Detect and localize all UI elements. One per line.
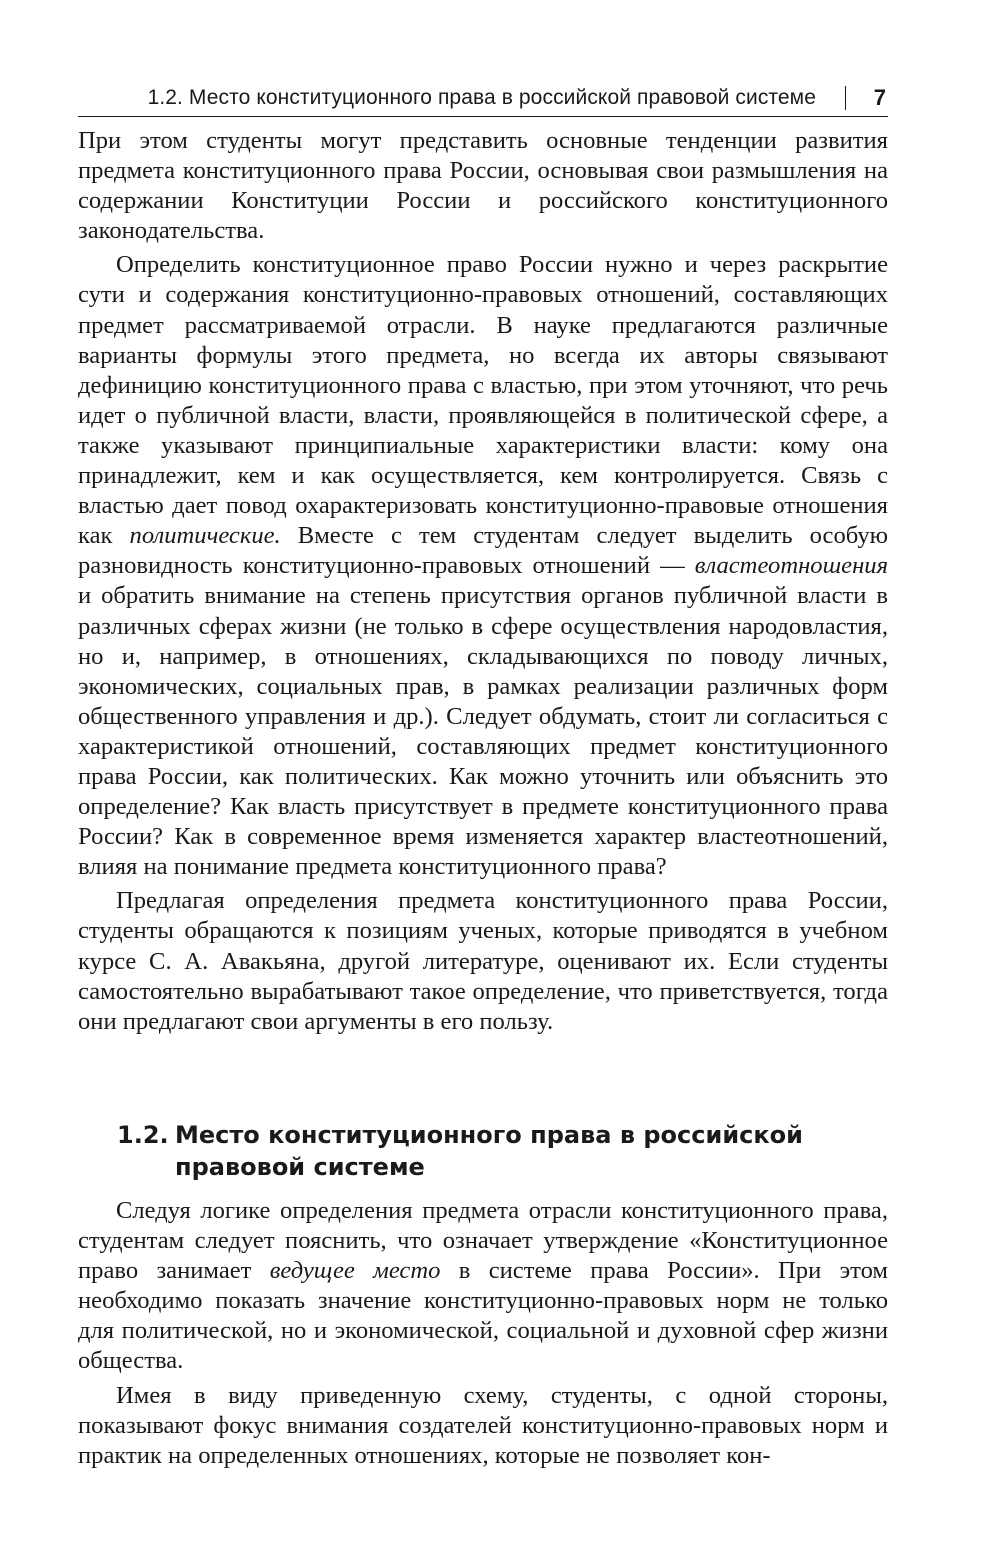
paragraph [78,886,888,1036]
text-run: Имея в виду приведенную схему, студенты, с одной стороны, показывают фокус внимания создателей конституционно-правовых норм и практик на определенных отношениях, которые не позволяет кон- [78,1381,888,1469]
paragraph [78,1381,888,1471]
text-run: в системе права России». При этом необходимо показать значение конституционно-правовых норм не только для политической, но и экономической, социальной и духовной сфер жизни общества. [78,1257,888,1375]
section-title: Место конституционного права в российской правовой системе [175,1121,803,1181]
text-run: Определить конституционное право России нужно и через раскрытие сути и содержания конституционно-правовых отношений, составляющих предмет рассматриваемой отрасли. В науке предлагаются различные варианты формулы этого предмета, но всегда их авторы связывают дефиницию конституционного права с властью, при этом уточняют, что речь идет о публичной власти, власти, проявляющейся в политической сфере, а также указывают принципиальные характеристики власти: кому она принадлежит, кем и как осуществляется, кем контролируется. Связь с властью дает повод охарактеризовать конституционно-правовые отношения как [78,251,888,550]
running-head-title: 1.2. Место конституционного права в российской правовой системе [147,86,816,109]
italic-term: ведущее место [269,1257,441,1285]
text-run: При этом студенты могут представить основные тенденции развития предмета конституционного права России, основывая свои размышления на содержании Конституции России и российского конституционного законодательства. [78,127,888,245]
text-run: Вместе с тем студентам следует выделить особую разновидность конституционно-правовых отношений — [78,522,888,580]
paragraph [78,250,888,882]
section-number: 1.2. [117,1121,169,1149]
running-head [78,84,888,117]
paragraph [78,1196,888,1377]
italic-term: властеотношения [694,552,888,580]
paragraph [78,126,888,246]
body-text-top [78,126,888,1041]
text-run: Следуя логике определения предмета отрасли конституционного права, студентам следует пояснить, что означает утверждение «Конституционное право занимает [78,1197,888,1285]
page-number: 7 [873,85,886,110]
running-head-divider [845,86,847,110]
italic-term: политические. [129,522,281,550]
text-run: и обратить внимание на степень присутствия органов публичной власти в различных сферах жизни (не только в сфере осуществления народовластия, но и, например, в отношениях, складывающихся по поводу личных, экономических, социальных прав, в рамках реализации различных форм общественного управления и др.). Следует обдумать, стоит ли согласиться с характеристикой отношений, составляющих предмет конституционного права России, как политических. Как можно уточнить или объяснить это определение? Как власть присутствует в предмете конституционного права России? Как в современное время изменяется характер властеотношений, влияя на понимание предмета конституционного права? [78,582,888,881]
body-text-bottom [78,1196,888,1475]
text-run: Предлагая определения предмета конституционного права России, студенты обращаются к позициям ученых, которые приводятся в учебном курсе С. А. Авакьяна, другой литературе, оценивают их. Если студенты самостоятельно вырабатывают такое определение, что приветствуется, тогда они предлагают свои аргументы в его пользу. [78,887,888,1035]
